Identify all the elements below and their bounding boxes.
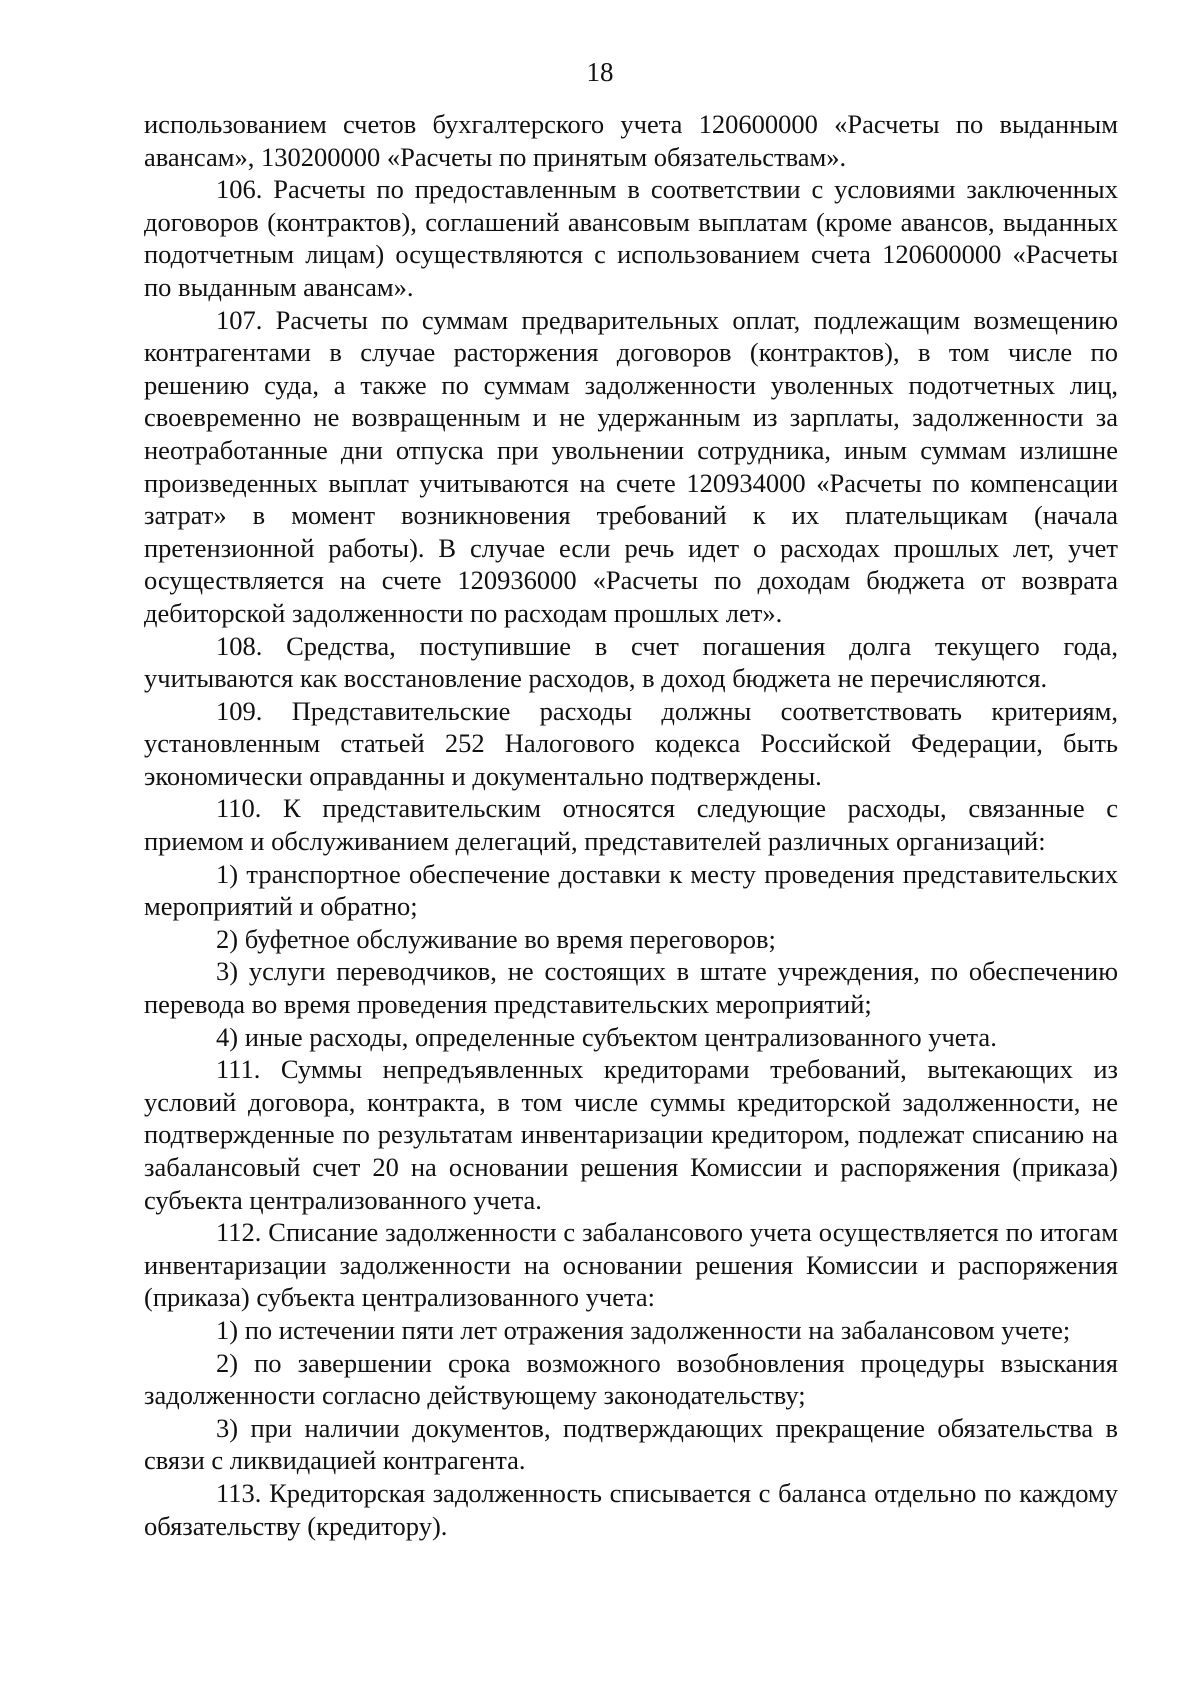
paragraph-108: 108. Средства, поступившие в счет погашения долга текущего года, учитываются как восстановление расходов, в доход бюджета не перечисляются. <box>144 630 1118 694</box>
paragraph-continuation: использованием счетов бухгалтерского учета 120600000 «Расчеты по выданным авансам», 130200000 «Расчеты по принятым обязательствам». <box>144 109 1118 172</box>
paragraph-113: 113. Кредиторская задолженность списывается с баланса отдельно по каждому обязательству (кредитору). <box>144 1477 1118 1541</box>
list-item-112-2: 2) по завершении срока возможного возобновления процедуры взыскания задолженности согласно действующему законодательству; <box>144 1347 1118 1411</box>
list-item-110-4: 4) иные расходы, определенные субъектом централизованного учета. <box>216 1021 997 1052</box>
paragraph-106: 106. Расчеты по предоставленным в соответствии с условиями заключенных договоров (контрактов), соглашений авансовым выплатам (кроме авансов, выданных подотчетным лицам) осуществляются с использованием счета 120600000 «Расчеты по выданным авансам». <box>144 174 1118 302</box>
paragraph-112: 112. Списание задолженности с забалансового учета осуществляется по итогам инвентаризации задолженности на основании решения Комиссии и распоряжения (приказа) субъекта централизованного учета: <box>144 1217 1118 1313</box>
list-item-110-1: 1) транспортное обеспечение доставки к месту проведения представительских мероприятий и обратно; <box>144 858 1118 922</box>
document-body <box>144 108 1118 1542</box>
list-item-110-2: 2) буфетное обслуживание во время переговоров; <box>216 923 776 954</box>
list-item-110-3: 3) услуги переводчиков, не состоящих в штате учреждения, по обеспечению перевода во время проведения представительских мероприятий; <box>144 956 1118 1020</box>
list-item-112-3: 3) при наличии документов, подтверждающих прекращение обязательства в связи с ликвидацией контрагента. <box>144 1412 1118 1476</box>
page-number: 18 <box>586 57 614 87</box>
list-item-112-1: 1) по истечении пяти лет отражения задолженности на забалансовом учете; <box>216 1314 1071 1345</box>
paragraph-110: 110. К представительским относятся следующие расходы, связанные с приемом и обслуживанием делегаций, представителей различных организаций: <box>144 793 1118 857</box>
paragraph-107: 107. Расчеты по суммам предварительных оплат, подлежащим возмещению контрагентами в случае расторжения договоров (контрактов), в том числе по решению суда, а также по суммам задолженности уволенных подотчетных лиц, своевременно не возвращенным и не удержанным из зарплаты, задолженности за неотработанные дни отпуска при увольнении сотрудника, иным суммам излишне произведенных выплат учитываются на счете 120934000 «Расчеты по компенсации затрат» в момент возникновения требований к их плательщикам (начала претензионной работы). В случае если речь идет о расходах прошлых лет, учет осуществляется на счете 120936000 «Расчеты по доходам бюджета от возврата дебиторской задолженности по расходам прошлых лет». <box>144 304 1118 628</box>
paragraph-111: 111. Суммы непредъявленных кредиторами требований, вытекающих из условий договора, контракта, в том числе суммы кредиторской задолженности, не подтвержденные по результатам инвентаризации кредитором, подлежат списанию на забалансовый счет 20 на основании решения Комиссии и распоряжения (приказа) субъекта централизованного учета. <box>144 1054 1118 1215</box>
paragraph-109: 109. Представительские расходы должны соответствовать критериям, установленным статьей 252 Налогового кодекса Российской Федерации, быть экономически оправданны и документально подтверждены. <box>144 695 1118 791</box>
